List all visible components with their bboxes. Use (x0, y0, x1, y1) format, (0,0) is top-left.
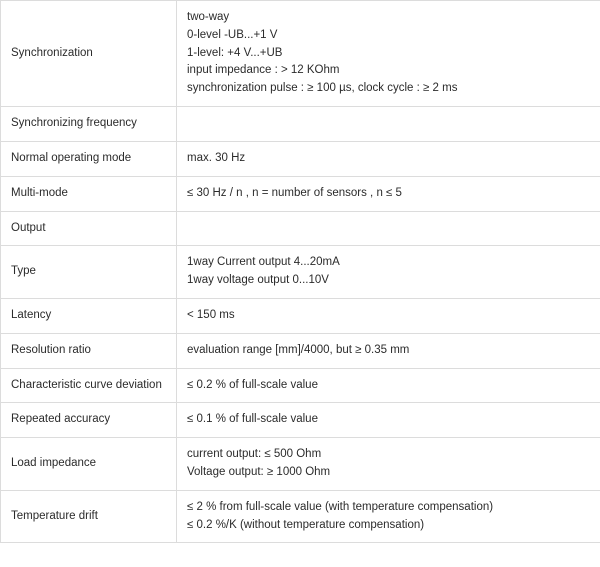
row-value-lines (187, 9, 600, 98)
table-row (1, 490, 600, 543)
table-row (1, 176, 600, 211)
row-label: Characteristic curve deviation (1, 368, 177, 403)
row-value (177, 490, 600, 543)
row-value-line: evaluation range [mm]/4000, but ≥ 0.35 mm (187, 343, 410, 356)
table-row (1, 246, 600, 299)
row-value-line: ≤ 0.2 % of full-scale value (187, 378, 318, 391)
row-value-line: 1-level: +4 V...+UB (187, 46, 283, 59)
table-row (1, 333, 600, 368)
row-label: Output (1, 211, 177, 246)
row-value-line: current output: ≤ 500 Ohm (187, 448, 322, 461)
row-value-line: ≤ 0.2 %/K (without temperature compensation) (187, 518, 425, 531)
row-value-lines (187, 115, 600, 133)
row-value-line: Voltage output: ≥ 1000 Ohm (187, 466, 331, 478)
row-value-lines (187, 254, 600, 290)
row-value (177, 1, 600, 107)
table-row (1, 368, 600, 403)
row-value-line (187, 115, 600, 133)
row-label: Load impedance (1, 438, 177, 491)
row-value-line: two-way (187, 11, 230, 23)
row-value (177, 211, 600, 246)
table-row (1, 1, 600, 107)
table-row (1, 403, 600, 438)
row-value-lines (187, 307, 600, 325)
row-value (177, 176, 600, 211)
row-value-lines (187, 377, 600, 395)
row-value-lines (187, 446, 600, 482)
table-row (1, 211, 600, 246)
row-value-line (187, 220, 600, 238)
row-value-line: < 150 ms (187, 308, 235, 321)
row-label: Repeated accuracy (1, 403, 177, 438)
table-row (1, 438, 600, 491)
row-value-line: max. 30 Hz (187, 151, 246, 164)
row-value (177, 333, 600, 368)
row-value (177, 368, 600, 403)
row-value (177, 438, 600, 491)
row-value-lines (187, 220, 600, 238)
row-value-line: input impedance : > 12 KOhm (187, 64, 340, 77)
row-label: Synchronization (1, 1, 177, 107)
row-value-line: ≤ 0.1 % of full-scale value (187, 413, 318, 426)
row-label: Multi-mode (1, 176, 177, 211)
row-value (177, 141, 600, 176)
row-value-line: ≤ 30 Hz / n , n = number of sensors , n ≤ 5 (187, 186, 402, 199)
row-label: Synchronizing frequency (1, 107, 177, 142)
row-value (177, 107, 600, 142)
row-value-line: 1way Current output 4...20mA (187, 256, 340, 269)
row-value-lines (187, 499, 600, 535)
table-row (1, 107, 600, 142)
row-value (177, 246, 600, 299)
row-label: Type (1, 246, 177, 299)
table-row (1, 141, 600, 176)
row-value-line: ≤ 2 % from full-scale value (with temperature compensation) (187, 500, 494, 513)
row-value (177, 298, 600, 333)
row-label: Normal operating mode (1, 141, 177, 176)
table-row (1, 298, 600, 333)
row-value (177, 403, 600, 438)
row-label: Temperature drift (1, 490, 177, 543)
row-value-line: 1way voltage output 0...10V (187, 274, 329, 287)
row-value-line: synchronization pulse : ≥ 100 µs, clock cycle : ≥ 2 ms (187, 82, 458, 95)
row-label: Resolution ratio (1, 333, 177, 368)
row-value-lines (187, 342, 600, 360)
specifications-table-body (1, 1, 600, 543)
row-value-line: 0-level -UB...+1 V (187, 28, 278, 41)
row-value-lines (187, 411, 600, 429)
row-value-lines (187, 185, 600, 203)
row-label: Latency (1, 298, 177, 333)
row-value-lines (187, 150, 600, 168)
